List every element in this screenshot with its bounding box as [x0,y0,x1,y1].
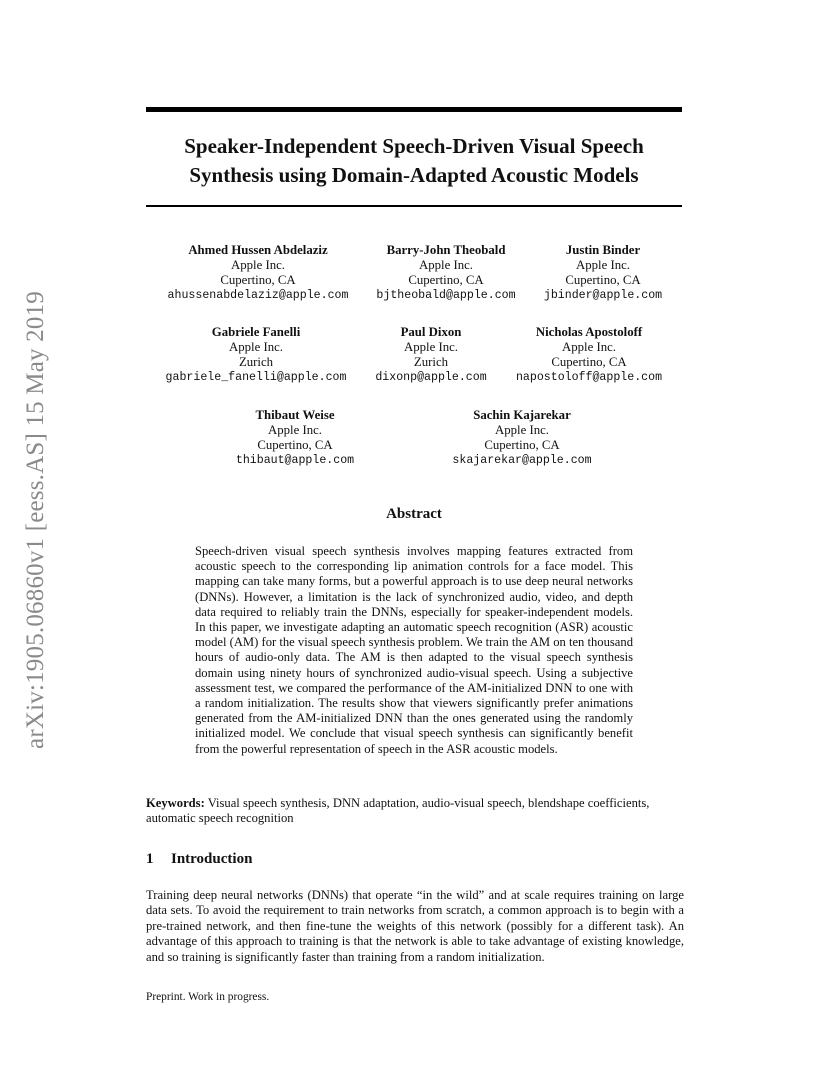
abstract-body: Speech-driven visual speech synthesis involves mapping features extracted from acoustic speech to the corresponding lip animation controls for a face model. This mapping can take many forms, but a powerful approach is to use deep neural networks (DNNs). However, a limitation is the lack of synchronized audio, video, and depth data required to reliably train the DNNs, especially for speaker-independent models. In this paper, we investigate adapting an automatic speech recognition (ASR) acoustic model (AM) for the visual speech synthesis problem. We train the AM on ten thousand hours of audio-only data. The AM is then adapted to the visual speech synthesis domain using ninety hours of synchronized audio-visual speech. Using a subjective assessment test, we compared the performance of the AM-initialized DNN to one with a random initialization. The results show that viewers significantly prefer animations generated from the AM-initialized DNN than the ones generated using the randomly initialized model. We conclude that visual speech synthesis can significantly benefit from the powerful representation of speech in the ASR acoustic models. [195,544,633,756]
abstract-heading: Abstract [386,506,442,522]
author-location: Cupertino, CA [257,438,333,452]
author-email: gabriele_fanelli@apple.com [165,371,347,384]
author-block [168,243,349,303]
author-name: Thibaut Weise [255,408,335,422]
author-name: Gabriele Fanelli [211,325,301,339]
author-block [452,408,591,468]
author-email: thibaut@apple.com [235,454,355,467]
author-affiliation: Apple Inc. [418,258,473,272]
author-email: ahussenabdelaziz@apple.com [167,289,349,302]
author-name: Ahmed Hussen Abdelaziz [188,243,328,257]
arxiv-identifier: arXiv:1905.06860v1 [eess.AS] 15 May 2019 [22,291,49,749]
author-location: Cupertino, CA [565,273,641,287]
section-number: 1 [146,851,154,867]
author-affiliation: Apple Inc. [403,340,459,354]
author-name: Justin Binder [565,243,641,257]
author-location: Cupertino, CA [220,273,296,287]
author-block [376,243,515,303]
author-affiliation: Apple Inc. [230,258,285,272]
author-email: napostoloff@apple.com [515,371,663,384]
keywords-text: Visual speech synthesis, DNN adaptation, audio-visual speech, blendshape coefficients, automatic speech recognition [146,796,650,826]
author-name: Nicholas Apostoloff [535,325,643,339]
title-top-rule [146,107,682,112]
author-email: jbinder@apple.com [543,289,663,302]
paper-title: Speaker-Independent Speech-Driven Visual Speech Synthesis using Domain-Adapted Acoustic Models [184,134,644,187]
author-location: Zurich [238,355,274,369]
author-location: Cupertino, CA [484,438,560,452]
author-affiliation: Apple Inc. [228,340,283,354]
author-name: Barry-John Theobald [386,243,506,257]
author-affiliation: Apple Inc. [267,423,322,437]
author-email: skajarekar@apple.com [452,454,592,467]
section-title: Introduction [171,851,253,867]
author-block [236,408,354,468]
footer-note: Preprint. Work in progress. [146,991,270,1003]
author-location: Cupertino, CA [551,355,627,369]
author-name: Sachin Kajarekar [473,408,571,422]
author-location: Cupertino, CA [408,273,484,287]
author-affiliation: Apple Inc. [561,340,617,354]
author-name: Paul Dixon [400,325,462,339]
author-email: bjtheobald@apple.com [376,289,516,302]
author-block [375,325,486,385]
keywords [146,796,686,826]
keywords-label: Keywords: [146,796,205,810]
title-bottom-rule [146,205,682,207]
author-email: dixonp@apple.com [375,371,487,384]
author-affiliation: Apple Inc. [494,423,549,437]
author-affiliation: Apple Inc. [575,258,630,272]
author-location: Zurich [413,355,449,369]
section-heading [146,851,252,868]
author-block [544,243,662,303]
author-block [166,325,347,385]
section-body: Training deep neural networks (DNNs) that operate “in the wild” and at scale requires training on large data sets. To avoid the requirement to train networks from scratch, a common approach is to begin with a pre-trained network, and then fine-tune the weights of this network (possibly for a different task). An advantage of this approach to training is that the network is able to take advantage of existing knowledge, and so training is significantly faster than training from a random initialization. [146,888,684,964]
author-block [516,325,662,385]
